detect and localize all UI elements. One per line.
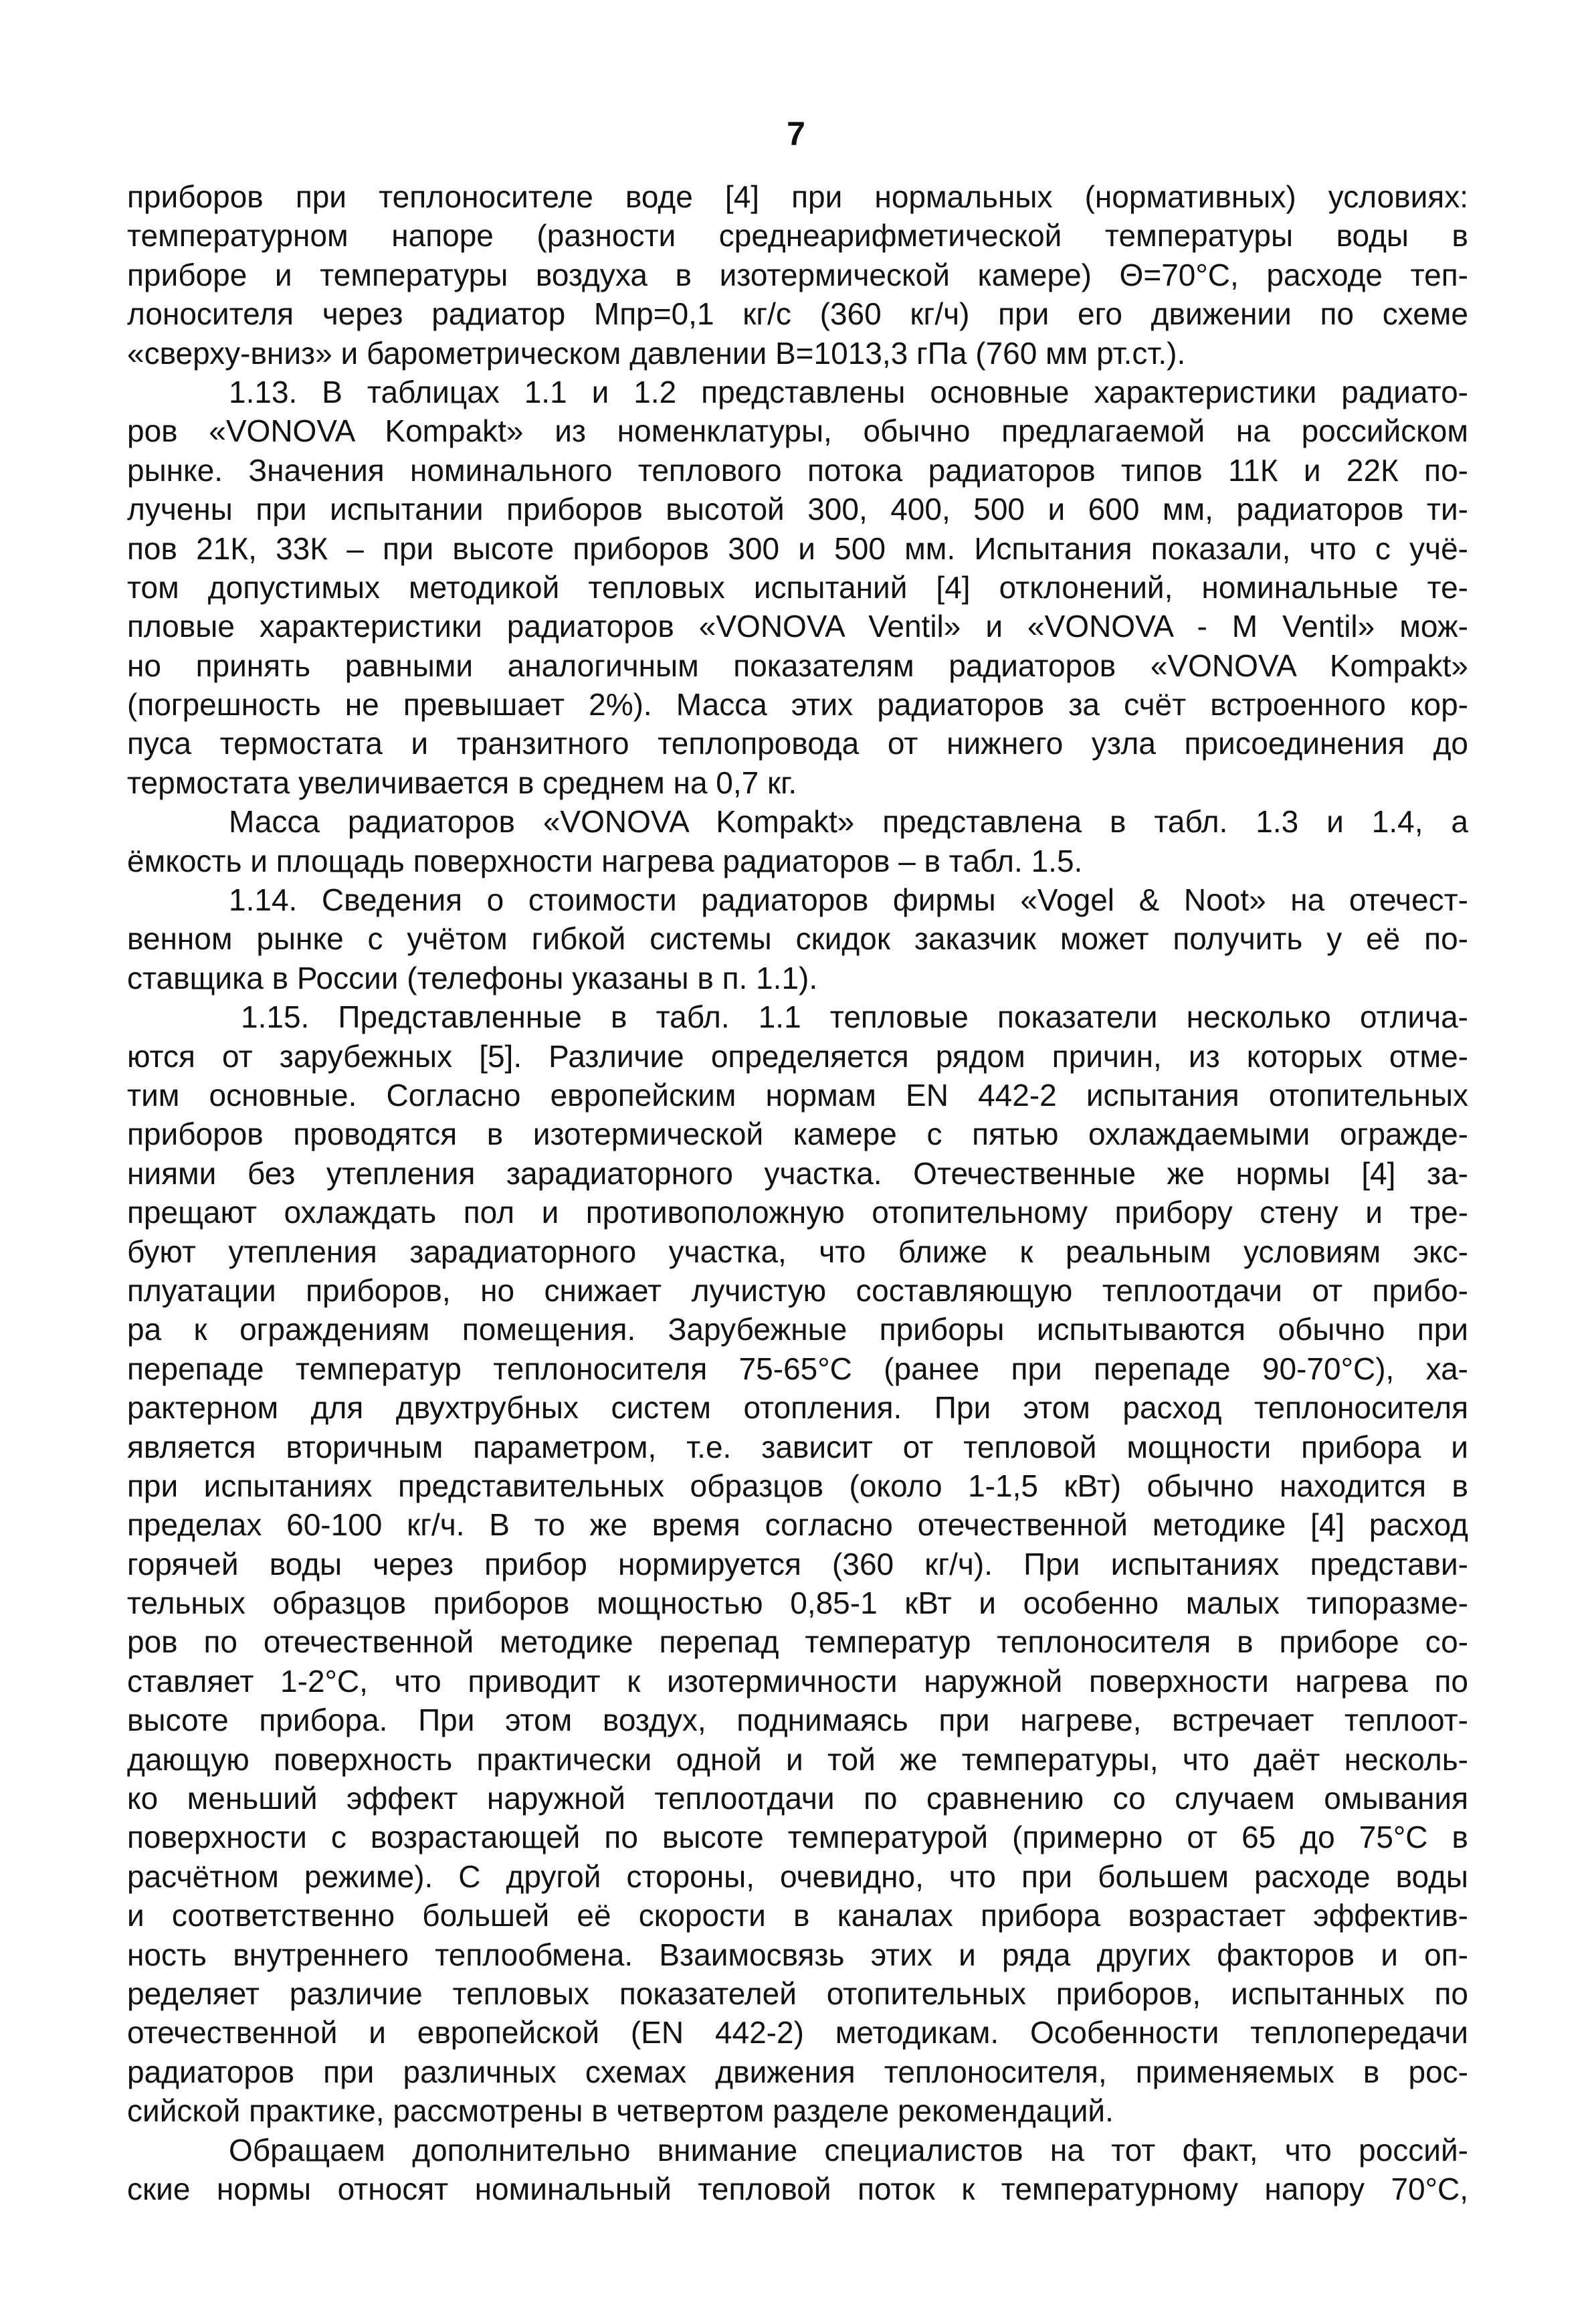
text-line: и соответственно большей её скорости в каналах прибора возрастает эффектив- [127, 1898, 1468, 1933]
text-line: тим основные. Согласно европейским нормам EN 442-2 испытания отопительных [127, 1077, 1468, 1113]
text-line: ские нормы относят номинальный тепловой поток к температурному напору 70°С, [127, 2171, 1468, 2206]
page-number: 7 [787, 115, 805, 153]
text-line: ставщика в России (телефоны указаны в п. 1.1). [127, 960, 818, 995]
text-line: ность внутреннего теплообмена. Взаимосвязь этих и ряда других факторов и оп- [127, 1937, 1468, 1972]
text-line: тельных образцов приборов мощностью 0,85-1 кВт и особенно малых типоразме- [127, 1586, 1468, 1621]
text-line: пов 21К, 33К – при высоте приборов 300 и 500 мм. Испытания показали, что с учё- [127, 531, 1468, 566]
text-line: ются от зарубежных [5]. Различие определяется рядом причин, из которых отме- [127, 1038, 1468, 1074]
text-line: прещают охлаждать пол и противоположную отопительному прибору стену и тре- [127, 1195, 1468, 1230]
text-line: ниями без утепления зарадиаторного участка. Отечественные же нормы [4] за- [127, 1155, 1468, 1191]
text-line: при испытаниях представительных образцов (около 1-1,5 кВт) обычно находится в [127, 1468, 1468, 1503]
text-line: ко меньший эффект наружной теплоотдачи по сравнению со случаем омывания [127, 1781, 1468, 1816]
text-line: пуса термостата и транзитного теплопровода от нижнего узла присоединения до [127, 726, 1468, 761]
text-line: температурном напоре (разности среднеарифметической температуры воды в [127, 218, 1468, 254]
text-line: лоносителя через радиатор Mпр=0,1 кг/с (360 кг/ч) при его движении по схеме [127, 296, 1468, 332]
paragraph-mass-start: Масса радиаторов «VONOVA Kompakt» представлена в табл. 1.3 и 1.4, а [229, 804, 1468, 840]
text-line: радиаторов при различных схемах движения теплоносителя, применяемых в рос- [127, 2054, 1468, 2089]
paragraph-1-13-start: 1.13. В таблицах 1.1 и 1.2 представлены основные характеристики радиато- [229, 374, 1468, 409]
text-line: поверхности с возрастающей по высоте температурой (примерно от 65 до 75°С в [127, 1820, 1468, 1855]
text-line: ставляет 1-2°С, что приводит к изотермичности наружной поверхности нагрева по [127, 1663, 1468, 1699]
text-line: горячей воды через прибор нормируется (360 кг/ч). При испытаниях представи- [127, 1546, 1468, 1582]
text-line: сийской практике, рассмотрены в четвертом разделе рекомендаций. [127, 2093, 1114, 2129]
text-line: термостата увеличивается в среднем на 0,7 кг. [127, 765, 797, 800]
text-line: высоте прибора. При этом воздух, поднимаясь при нагреве, встречает теплоот- [127, 1703, 1468, 1738]
text-line: но принять равными аналогичным показателям радиаторов «VONOVA Kompakt» [127, 648, 1468, 683]
text-line: отечественной и европейской (EN 442-2) методикам. Особенности теплопередачи [127, 2015, 1468, 2050]
text-line: является вторичным параметром, т.е. зависит от тепловой мощности прибора и [127, 1429, 1468, 1464]
text-line: ров «VONOVA Kompakt» из номенклатуры, обычно предлагаемой на российском [127, 413, 1468, 449]
text-line: приборе и температуры воздуха в изотермической камере) Θ=70°С, расходе теп- [127, 257, 1468, 292]
paragraph-1-15-start: 1.15. Представленные в табл. 1.1 тепловые показатели несколько отлича- [241, 999, 1468, 1035]
text-line: плуатации приборов, но снижает лучистую составляющую теплоотдачи от прибо- [127, 1272, 1468, 1308]
text-line: рактерном для двухтрубных систем отопления. При этом расход теплоносителя [127, 1390, 1468, 1426]
text-line: приборов при теплоносителе воде [4] при нормальных (нормативных) условиях: [127, 179, 1468, 214]
text-line: пловые характеристики радиаторов «VONOVA Ventil» и «VONOVA - M Ventil» мож- [127, 609, 1468, 644]
text-line: «сверху-вниз» и барометрическом давлении В=1013,3 гПа (760 мм рт.ст.). [127, 335, 1186, 371]
text-line: приборов проводятся в изотермической камере с пятью охлаждаемыми огражде- [127, 1117, 1468, 1152]
text-line: ра к ограждениям помещения. Зарубежные приборы испытываются обычно при [127, 1312, 1468, 1347]
text-line: дающую поверхность практически одной и той же температуры, что даёт несколь- [127, 1741, 1468, 1777]
text-line: перепаде температур теплоносителя 75-65°С (ранее при перепаде 90-70°С), ха- [127, 1351, 1468, 1386]
text-line: рынке. Значения номинального теплового потока радиаторов типов 11К и 22К по- [127, 452, 1468, 488]
text-line: ров по отечественной методике перепад температур теплоносителя в приборе со- [127, 1624, 1468, 1660]
text-line: ёмкость и площадь поверхности нагрева радиаторов – в табл. 1.5. [127, 843, 1083, 878]
text-line: венном рынке с учётом гибкой системы скидок заказчик может получить у её по- [127, 921, 1468, 957]
paragraph-note-start: Обращаем дополнительно внимание специалистов на тот факт, что россий- [229, 2132, 1468, 2168]
text-line: буют утепления зарадиаторного участка, что ближе к реальным условиям экс- [127, 1234, 1468, 1269]
text-line: (погрешность не превышает 2%). Масса этих радиаторов за счёт встроенного кор- [127, 687, 1468, 723]
text-line: ределяет различие тепловых показателей отопительных приборов, испытанных по [127, 1976, 1468, 2011]
body-text [127, 177, 1468, 2208]
text-line: том допустимых методикой тепловых испытаний [4] отклонений, номинальные те- [127, 569, 1468, 605]
text-line: лучены при испытании приборов высотой 300, 400, 500 и 600 мм, радиаторов ти- [127, 492, 1468, 527]
paragraph-1-14-start: 1.14. Сведения о стоимости радиаторов фирмы «Vogel & Noot» на отечест- [229, 882, 1468, 918]
text-line: пределах 60-100 кг/ч. В то же время согласно отечественной методике [4] расход [127, 1507, 1468, 1543]
text-line: расчётном режиме). С другой стороны, очевидно, что при большем расходе воды [127, 1858, 1468, 1894]
